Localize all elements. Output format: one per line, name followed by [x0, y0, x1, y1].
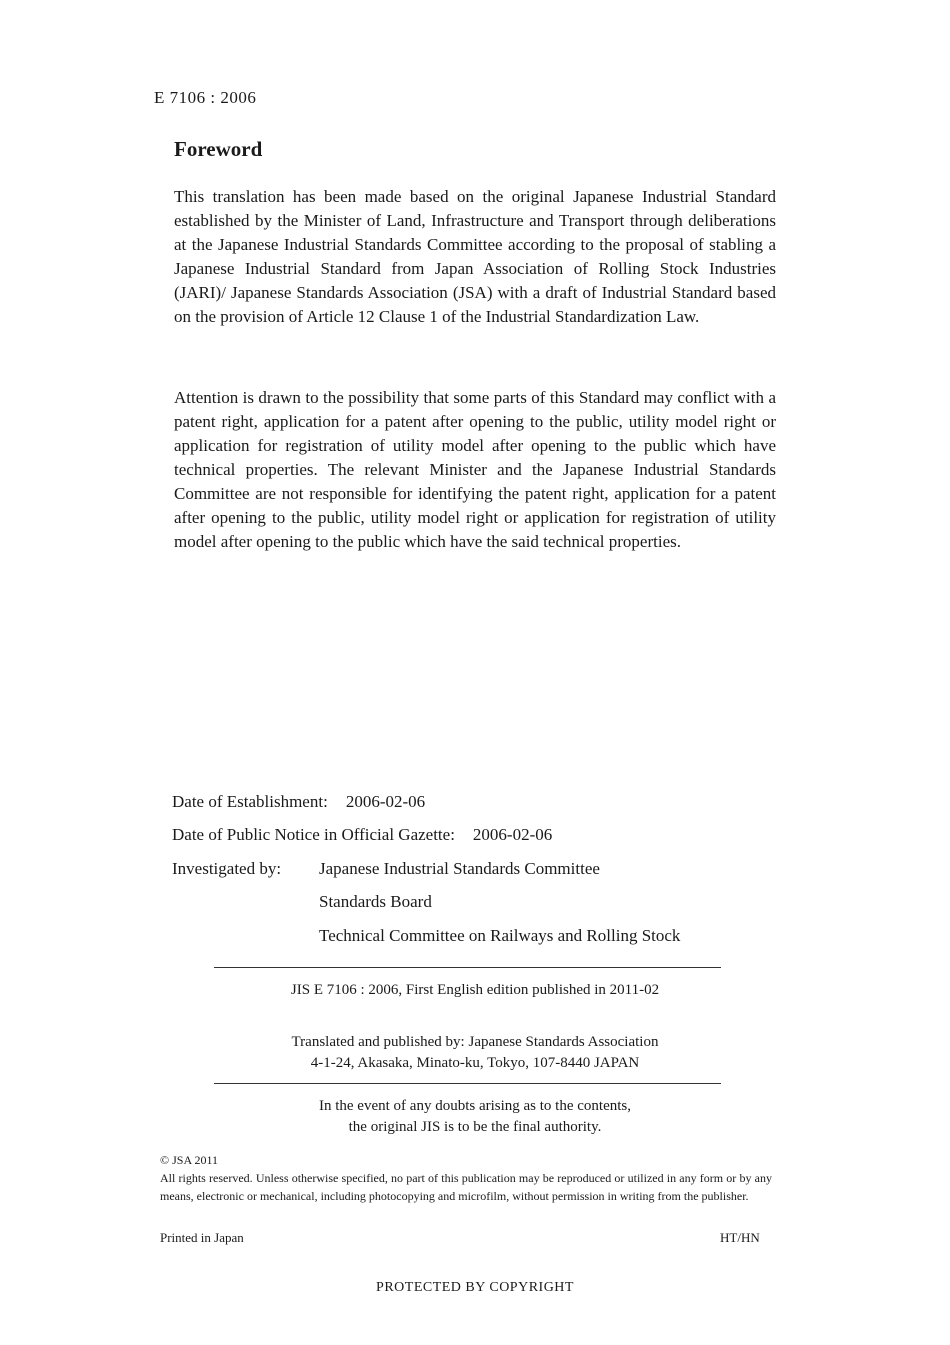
foreword-title: Foreword	[174, 137, 263, 161]
establishment-date-row	[172, 792, 425, 812]
gazette-date-row	[172, 825, 552, 845]
establishment-value: 2006-02-06	[345, 792, 426, 811]
foreword-paragraph-2: Attention is drawn to the possibility that some parts of this Standard may conflict with a patent right, application for a patent after opening to the public, utility model right or application for registration of utility model after opening to the public which have technical properties. The relevant Minister and the Japanese Industrial Standards Committee are not responsible for identifying the patent right, application for a patent after opening to the public, utility model right or application for registration of utility model after opening to the public which have the said technical properties.	[174, 388, 776, 551]
investigated-label: Investigated by:	[172, 859, 282, 878]
gazette-value: 2006-02-06	[472, 825, 553, 844]
printed-in-label: Printed in Japan	[160, 1230, 244, 1245]
copyright-notice: © JSA 2011	[160, 1153, 219, 1167]
address-line: 4-1-24, Akasaka, Minato-ku, Tokyo, 107-8440 JAPAN	[310, 1055, 640, 1071]
investigator-3: Technical Committee on Railways and Rolling Stock	[319, 926, 681, 945]
divider-bottom	[214, 1083, 721, 1084]
rights-statement: All rights reserved. Unless otherwise specified, no part of this publication may be reproduced or utilized in any form or by any means, electronic or mechanical, including photocopying and microfilm, without permission in writing from the publisher.	[160, 1171, 772, 1203]
doubts-line-2: the original JIS is to be the final authority.	[348, 1119, 602, 1135]
investigator-1: Japanese Industrial Standards Committee	[319, 859, 600, 878]
divider-top	[214, 967, 721, 968]
protected-by-copyright: PROTECTED BY COPYRIGHT	[376, 1280, 574, 1295]
document-code: HT/HN	[720, 1230, 760, 1245]
establishment-label: Date of Establishment:	[172, 792, 328, 811]
translated-by-line: Translated and published by: Japanese Standards Association	[291, 1034, 659, 1050]
doubts-line-1: In the event of any doubts arising as to the contents,	[318, 1098, 631, 1114]
standard-code: E 7106 : 2006	[154, 88, 257, 107]
edition-line: JIS E 7106 : 2006, First English edition published in 2011-02	[290, 982, 660, 998]
investigator-2: Standards Board	[319, 892, 432, 911]
gazette-label: Date of Public Notice in Official Gazette:	[172, 825, 455, 844]
foreword-paragraph-1: This translation has been made based on the original Japanese Industrial Standard established by the Minister of Land, Infrastructure and Transport through deliberations at the Japanese Industrial Standards Committee according to the proposal of stabling a Japanese Industrial Standard from Japan Association of Rolling Stock Industries (JARI)/ Japanese Standards Association (JSA) with a draft of Industrial Standard based on the provision of Article 12 Clause 1 of the Industrial Standardization Law.	[174, 187, 776, 326]
